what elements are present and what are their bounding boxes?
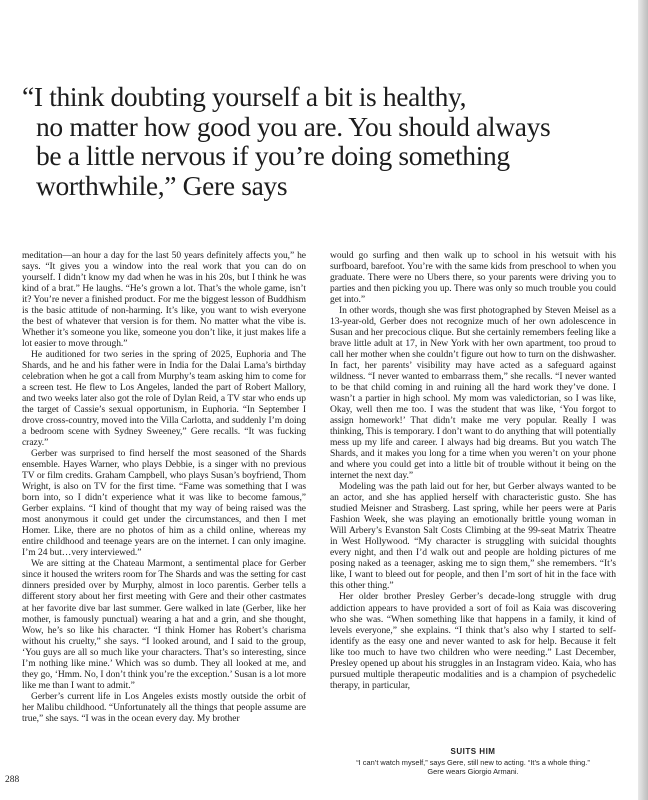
article-paragraph: He auditioned for two series in the spring of 2025, Euphoria and The Shards, and he and his father were in India for the Dalai Lama’s birthday celebration when he got a call from Murphy’s team asking him to come for a screen test. He flew to Los Angeles, landed the part of Robert Mallory, and two weeks later also got the role of Dylan Reid, a TV star who ends up the target of Cassie’s sexual opportunism, in Euphoria. “In September I drove cross-country, moved into the Villa Carlotta, and suddenly I’m doing a bedroom scene with Sydney Sweeney,” Gere recalls. “It was fucking crazy.” (22, 349, 306, 449)
caption-quote: “I can’t watch myself,” says Gere, still new to acting. “It’s a whole thing.” (356, 758, 590, 767)
article-column-right (330, 250, 616, 691)
page-number: 288 (5, 775, 20, 785)
article-paragraph: In other words, though she was first photographed by Steven Meisel as a 13-year-old, Gerber does not recognize much of her own adolescence in Susan and her precocious clique. But she certainly remembers feeling like a brave little adult at 17, in New York with her own apartment, too proud to call her mother when she couldn’t figure out how to turn on the dishwasher. In fact, her parents’ visibility may have acted as a safeguard against wildness. “I never wanted to embarrass them,” she recalls. “I never wanted to be that child coming in and ruining all the hard work they’ve done. I wasn’t a partier in high school. My mom was valedictorian, so I was like, Okay, well then me too. I was the student that was like, ‘You forgot to assign homework!’ That didn’t make me very popular. Really I was thinking, This is temporary. I don’t want to do anything that will potentially mess up my life and career. I always had big dreams. But you watch The Shards, and it makes you long for a time when you weren’t on your phone and where you could get into a little bit of trouble without it being on the internet the next day.” (330, 305, 616, 482)
article-column-left (22, 250, 306, 724)
pull-quote-line: be a little nervous if you’re doing something (36, 140, 510, 171)
article-paragraph: Her older brother Presley Gerber’s decade-long struggle with drug addiction appears to have provided a sort of foil as Kaia was discovering who she was. “When something like that happens in a family, it kind of levels everyone,” she explains. “I think that’s also why I started to self-identify as the easy one and never wanted to ask for help. Because it felt like too much to have two children who were needing.” Last December, Presley opened up about his struggles in an Instagram video. Kaia, who has pursued multiple therapeutic modalities and is a champion of psychedelic therapy, in particular, (330, 591, 616, 691)
article-paragraph: meditation—an hour a day for the last 50 years definitely affects you,” he says. “It gives you a window into the real work that you can do on yourself. I didn’t know my dad when he was in his 20s, but I think he was kind of a brat.” He laughs. “He’s grown a lot. That’s the whole game, isn’t it? You’re never a finished product. For me the biggest lesson of Buddhism is the basic attitude of non-harming. It’s like, you want to wish everyone the best of whatever that version is for them. No matter what the vibe is. Whether it’s someone you like, someone you don’t like, it just makes life a lot easier to move through.” (22, 250, 306, 350)
pull-quote-line: worthwhile,” Gere says (36, 169, 288, 201)
caption-title: SUITS HIM (450, 747, 496, 756)
pull-quote-line: “I think doubting yourself a bit is healthy, (22, 81, 467, 112)
caption-credit: Gere wears Giorgio Armani. (427, 767, 519, 776)
article-paragraph: Modeling was the path laid out for her, but Gerber always wanted to be an actor, and she has applied herself with characteristic gusto. She has studied Meisner and Strasberg. Last spring, while her peers were at Paris Fashion Week, she was playing an emotionally brittle young woman in Will Arbery’s Evanston Salt Costs Climbing at the 99-seat Matrix Theatre in West Hollywood. “My character is struggling with suicidal thoughts every night, and then I’d walk out and people are holding pictures of me posing naked as a teenager, asking me to sign them,” she remembers. “It’s like, I want to bleed out for people, and then I’m sort of hit in the face with this other thing.” (330, 481, 616, 592)
article-paragraph: Gerber was surprised to find herself the most seasoned of the Shards ensemble. Hayes Warner, who plays Debbie, is a singer with no previous TV or film credits. Graham Campbell, who plays Susan’s boyfriend, Thom Wright, is also on TV for the first time. “Fame was something that I was born into, so I didn’t experience what it was like to become famous,” Gerber explains. “I kind of thought that my way of being raised was the most anonymous it could get under the circumstances, and then I met Homer. Like, there are no photos of him as a child online, whereas my entire childhood and teenage years are on the internet. I can only imagine. I’m 24 but…very interviewed.” (22, 448, 306, 559)
pull-quote (22, 82, 622, 200)
photo-caption (330, 747, 616, 776)
article-paragraph: We are sitting at the Chateau Marmont, a sentimental place for Gerber since it housed the writers room for The Shards and was the setting for cast dinners presided over by Murphy, almost in loco parentis. Gerber tells a different story about her first meeting with Gere and their other castmates at her favorite dive bar last summer. Gere walked in late (Gerber, like her mother, is famously punctual) wearing a hat and a grin, and she thought, Wow, he’s so like his character. “I think Homer has Robert’s charisma without his cruelty,” she says. “I looked around, and I said to the group, ‘You guys are all so much like your characters. That’s so interesting, since I’m nothing like mine.’ Which was so dumb. They all looked at me, and they go, ‘Hmm. No, I don’t think you’re the exception.’ Susan is a lot more like me than I want to admit.” (22, 558, 306, 691)
page-gutter-shadow (638, 0, 648, 800)
article-paragraph: would go surfing and then walk up to school in his wetsuit with his surfboard, barefoot. You’re with the same kids from preschool to when you graduate. There were no Ubers there, so your parents were driving you to parties and then picking you up. There was only so much trouble you could get into.” (330, 250, 616, 306)
article-paragraph: Gerber’s current life in Los Angeles exists mostly outside the orbit of her Malibu childhood. “Unfortunately all the things that people assume are true,” she says. “I was in the ocean every day. My brother (22, 690, 306, 724)
pull-quote-line: no matter how good you are. You should always (36, 110, 551, 142)
